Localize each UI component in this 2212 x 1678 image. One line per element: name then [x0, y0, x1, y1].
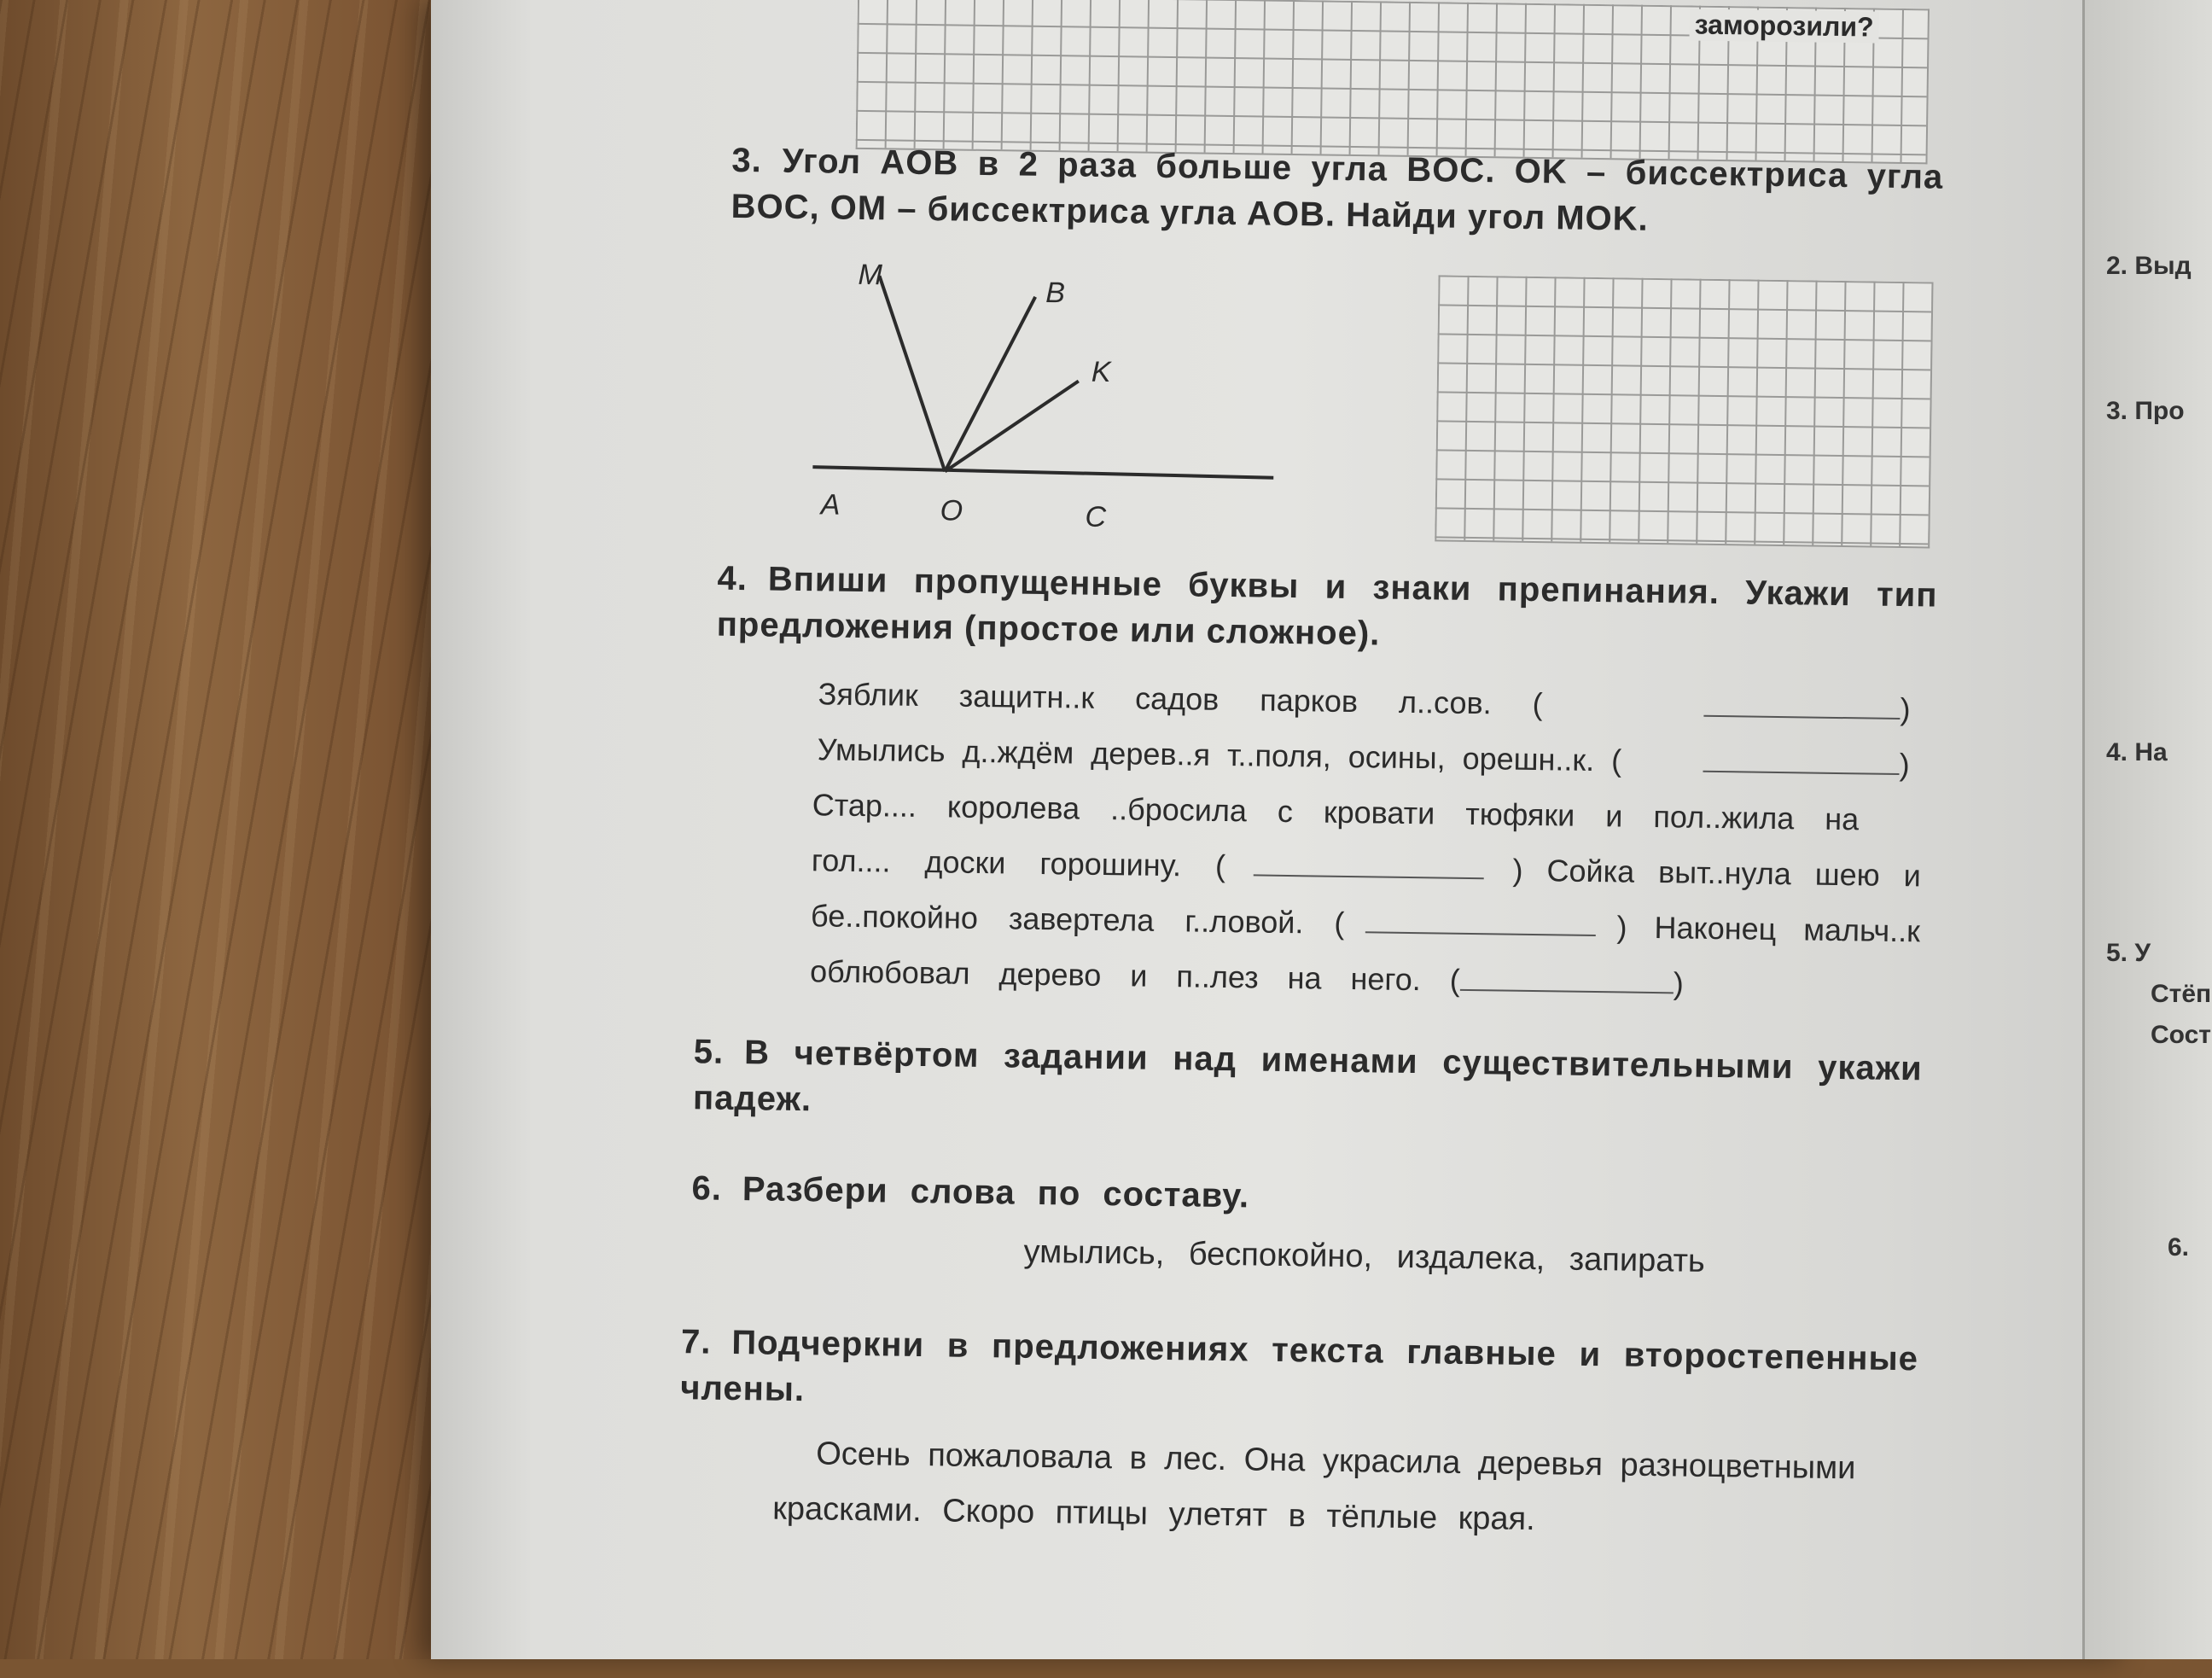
task-7-text — [680, 1319, 1918, 1428]
ray-om — [876, 276, 947, 471]
answer-blank-3[interactable] — [1254, 848, 1484, 879]
sentence-4-end: бе..покойно завертела г..ловой. ( — [810, 898, 1345, 941]
task-4-text — [716, 556, 1937, 665]
label-k: K — [1091, 355, 1111, 389]
sentence-5-end: облюбовал дерево и п..лез на него. ( — [809, 953, 1461, 998]
answer-blank-5[interactable]: ) — [1460, 963, 1685, 1002]
task-4-number: 4. — [717, 559, 748, 598]
task-6-statement: Разбери слова по составу. — [742, 1170, 1250, 1215]
task-3-statement: Угол AOB в 2 раза больше угла BOC. OK – биссектриса угла BOC, OM – биссектриса угла AOB. Найди угол MOK. — [731, 142, 1944, 238]
task-4-line-1 — [818, 676, 1910, 727]
ray-ok — [945, 379, 1078, 473]
sentence-5-start: ) Наконец мальч..к — [1616, 909, 1921, 949]
right-item-5: 5. У — [2106, 939, 2151, 967]
right-item-6: 6. — [2168, 1233, 2190, 1261]
top-fragment: заморозили? — [1689, 9, 1878, 43]
right-item-3: 3. Про — [2106, 397, 2185, 425]
label-o: O — [940, 494, 963, 527]
task-4-line-2 — [817, 731, 1909, 783]
right-item-2: 2. Выд — [2106, 252, 2192, 280]
task-4-line-3 — [812, 787, 1922, 838]
task-5-statement: В четвёртом задании над именами существительными укажи падеж. — [692, 1034, 1923, 1119]
task-6-number: 6. — [691, 1169, 723, 1208]
task-5-text — [693, 1028, 1923, 1138]
sentence-3-end: гол.... доски горошину. ( — [811, 842, 1226, 883]
task-7-statement: Подчеркни в предложениях текста главные и второстепенные члены. — [679, 1323, 1919, 1409]
sentence-2: Умылись д..ждём дерев..я т..поля, осины, орешн..к. ( — [817, 731, 1622, 778]
label-b: B — [1045, 276, 1066, 310]
sentence-3: Стар.... королева ..бросила с кровати тюфяки и пол..жила на — [812, 787, 1860, 837]
page-content — [660, 0, 2014, 1678]
label-m: M — [858, 258, 883, 292]
task-4-statement: Впиши пропущенные буквы и знаки препинания. Укажи тип предложения (простое или сложное). — [716, 560, 1938, 653]
task-5-number: 5. — [693, 1033, 725, 1071]
answer-blank-2[interactable]: ) — [1703, 744, 1910, 783]
task-3-answer-grid[interactable] — [1435, 275, 1933, 548]
right-item-5-line-2: Сост — [2151, 1021, 2211, 1049]
task-4-line-5 — [811, 898, 1920, 949]
ray-oa-oc — [812, 467, 1273, 478]
next-page-edge — [2082, 0, 2212, 1659]
task-3-number: 3. — [731, 141, 763, 180]
sentence-1: Зяблик защитн..к садов парков л..сов. ( — [818, 676, 1543, 722]
label-a: A — [820, 488, 841, 521]
task-4-line-6 — [809, 953, 1685, 1001]
right-item-4: 4. На — [2106, 738, 2168, 766]
task-4-line-4 — [812, 842, 1921, 894]
task-7-passage-line-2: красками. Скоро птицы улетят в тёплые края. — [772, 1490, 1536, 1538]
answer-blank-4[interactable] — [1365, 906, 1596, 936]
sentence-4-start: ) Сойка выт..нула шею и — [1512, 852, 1922, 894]
answer-blank-1[interactable]: ) — [1703, 689, 1911, 727]
ray-ob — [945, 295, 1035, 472]
task-6-words: умылись, беспокойно, издалека, запирать — [1023, 1233, 1706, 1279]
right-item-5-line-1: Стёп — [2151, 980, 2212, 1008]
task-7-number: 7. — [680, 1323, 712, 1361]
task-3-text — [731, 137, 1943, 247]
angle-diagram — [803, 258, 1285, 546]
label-c: C — [1085, 500, 1107, 533]
task-6-text — [691, 1165, 1921, 1228]
task-7-passage-line-1: Осень пожаловала в лес. Она украсила деревья разноцветными — [815, 1436, 1856, 1487]
